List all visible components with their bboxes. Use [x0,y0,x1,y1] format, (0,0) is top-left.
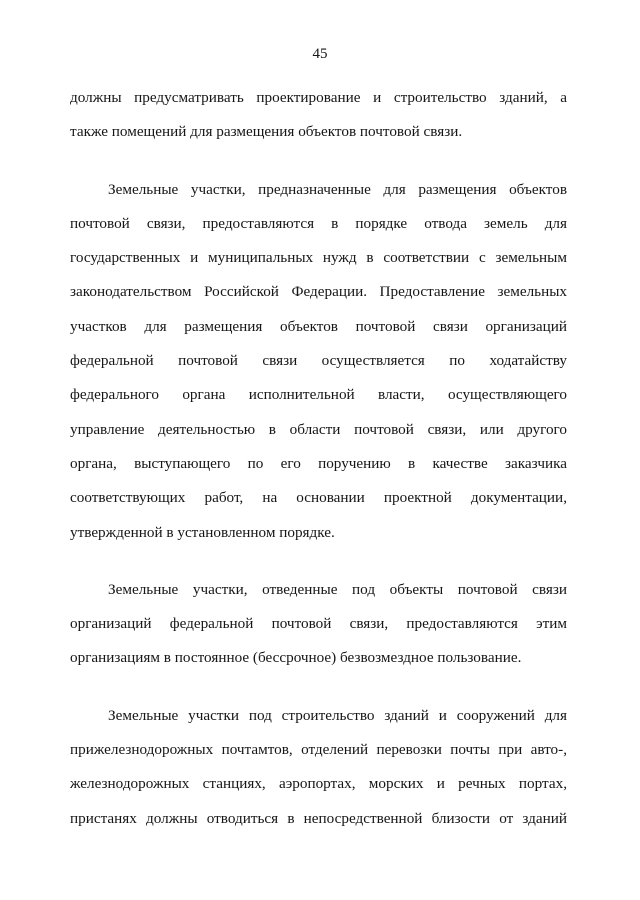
text-line: соответствующих работ, на основании проектной документации, [70,489,567,507]
text-line: Земельные участки, отведенные под объекты почтовой связи [108,580,567,598]
page-number: 45 [312,46,328,62]
text-line: Земельные участки под строительство зданий и сооружений для [108,706,567,724]
text-line: почтовой связи, предоставляются в порядке отвода земель для [70,214,567,232]
text-line: федерального органа исполнительной власти, осуществляющего [70,386,567,404]
text-line: государственных и муниципальных нужд в соответствии с земельным [70,249,567,267]
text-line: органа, выступающего по его поручению в качестве заказчика [70,454,567,472]
text-line: Земельные участки, предназначенные для размещения объектов [108,180,567,198]
text-line: пристанях должны отводиться в непосредственной близости от зданий [70,809,567,827]
text-line: также помещений для размещения объектов почтовой связи. [70,123,463,141]
text-line: законодательством Российской Федерации. Предоставление земельных [70,283,567,301]
paragraph-4 [70,699,567,836]
text-line: должны предусматривать проектирование и строительство зданий, а [70,89,567,106]
text-line: организаций федеральной почтовой связи, предоставляются этим [70,615,567,633]
paragraph-3 [70,573,567,676]
paragraph-2 [70,173,567,550]
text-line: утвержденной в установленном порядке. [70,523,335,541]
text-line: федеральной почтовой связи осуществляется по ходатайству [70,352,567,370]
text-line: железнодорожных станциях, аэропортах, морских и речных портах, [70,775,567,793]
body-text [70,81,567,836]
text-line: организациям в постоянное (бессрочное) безвозмездное пользование. [70,649,522,667]
text-line: прижелезнодорожных почтамтов, отделений перевозки почты при авто-, [70,741,567,759]
paragraph-1 [70,81,567,150]
text-line: управление деятельностью в области почтовой связи, или другого [70,420,567,438]
text-line: участков для размещения объектов почтовой связи организаций [70,317,567,335]
